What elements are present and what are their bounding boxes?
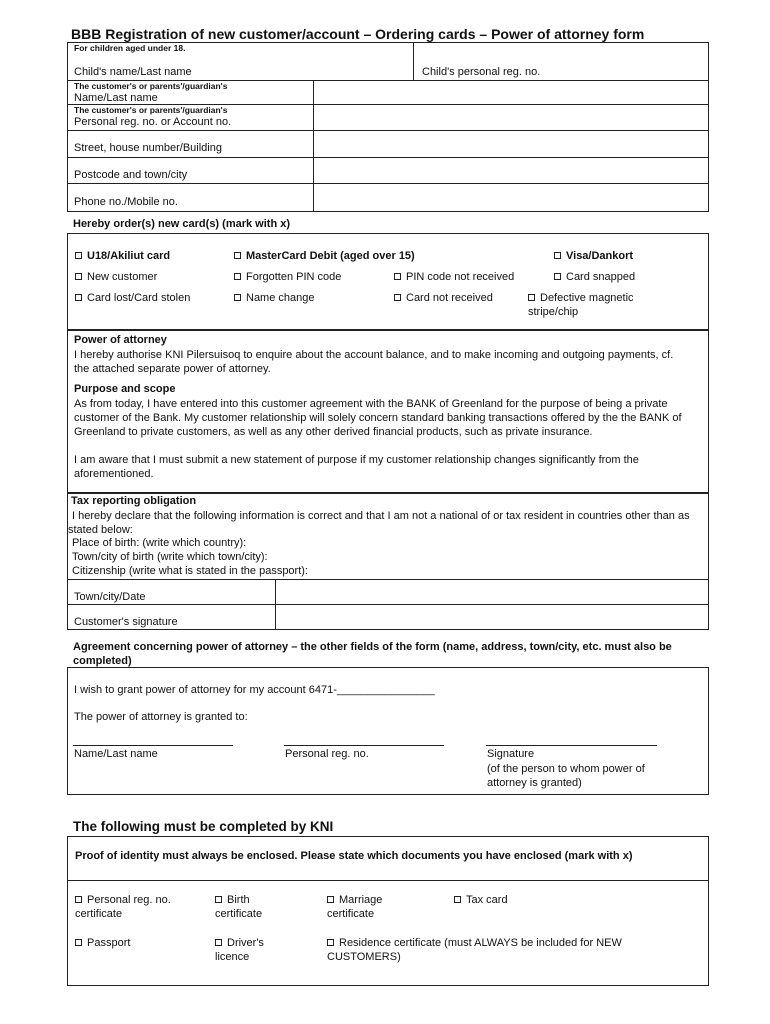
personal-reg-cert-checkbox[interactable]: Personal reg. no. certificate <box>75 894 171 920</box>
sig-name-label: Name/Last name <box>74 748 158 760</box>
checkbox-icon <box>234 273 241 280</box>
postcode-field[interactable]: Postcode and town/city <box>74 169 188 181</box>
defective-stripe-checkbox[interactable]: Defective magnetic stripe/chip <box>528 292 634 318</box>
sig-signature-note: (of the person to whom power of attorney is granted) <box>487 763 645 789</box>
checkbox-icon <box>327 896 334 903</box>
reg-or-account-field[interactable]: Personal reg. no. or Account no. <box>74 116 232 128</box>
checkbox-icon <box>327 939 334 946</box>
forgotten-pin-checkbox[interactable]: Forgotten PIN code <box>234 270 341 284</box>
birth-town-field[interactable]: Town/city of birth (write which town/city): <box>72 551 268 563</box>
new-customer-checkbox[interactable]: New customer <box>75 270 157 284</box>
birth-cert-checkbox[interactable]: Birth certificate <box>215 894 263 920</box>
checkbox-icon <box>75 294 82 301</box>
card-not-received-checkbox[interactable]: Card not received <box>394 291 493 305</box>
passport-checkbox[interactable]: Passport <box>75 936 130 950</box>
tax-text: I hereby declare that the following information is correct and that I am not a national of or tax resident in countries other than as stated below: <box>68 510 690 536</box>
marriage-cert-checkbox[interactable]: Marriage certificate <box>327 894 383 920</box>
account-number-field[interactable]: I wish to grant power of attorney for my account 6471-________________ <box>74 684 435 696</box>
order-heading: Hereby order(s) new card(s) (mark with x) <box>73 218 291 230</box>
agreement-heading: Agreement concerning power of attorney – the other fields of the form (name, address, town/city, etc. must also be completed) <box>73 641 672 667</box>
proof-heading: Proof of identity must always be enclosed. Please state which documents you have enclosed (mark with x) <box>75 850 633 862</box>
child-reg-field[interactable]: Child's personal reg. no. <box>422 66 541 78</box>
street-field[interactable]: Street, house number/Building <box>74 142 222 154</box>
name-field[interactable]: Name/Last name <box>74 92 158 104</box>
reg-signature-line[interactable] <box>284 745 444 746</box>
u18-card-checkbox[interactable]: U18/Akiliut card <box>75 249 170 263</box>
card-snapped-checkbox[interactable]: Card snapped <box>554 270 635 284</box>
checkbox-icon <box>215 896 222 903</box>
mastercard-checkbox[interactable]: MasterCard Debit (aged over 15) <box>234 249 415 263</box>
checkbox-icon <box>75 273 82 280</box>
checkbox-icon <box>234 294 241 301</box>
checkbox-icon <box>454 896 461 903</box>
pin-not-received-checkbox[interactable]: PIN code not received <box>394 270 514 284</box>
kni-heading: The following must be completed by KNI <box>73 819 334 834</box>
guardian-note-2: The customer's or parents'/guardian's <box>74 105 228 115</box>
granted-to-label: The power of attorney is granted to: <box>74 711 248 723</box>
guardian-note: The customer's or parents'/guardian's <box>74 81 228 91</box>
checkbox-icon <box>554 273 561 280</box>
name-signature-line[interactable] <box>73 745 233 746</box>
town-date-field[interactable]: Town/city/Date <box>74 591 146 603</box>
card-lost-checkbox[interactable]: Card lost/Card stolen <box>75 291 190 305</box>
child-name-field[interactable]: Child's name/Last name <box>74 66 192 78</box>
citizenship-field[interactable]: Citizenship (write what is stated in the passport): <box>72 565 308 577</box>
residence-cert-checkbox[interactable]: Residence certificate (must ALWAYS be included for NEW CUSTOMERS) <box>327 937 622 963</box>
children-note: For children aged under 18. <box>74 43 186 53</box>
page-title: BBB Registration of new customer/account – Ordering cards – Power of attorney form <box>71 26 645 42</box>
customer-signature-field[interactable]: Customer's signature <box>74 616 178 628</box>
phone-field[interactable]: Phone no./Mobile no. <box>74 196 178 208</box>
sig-reg-label: Personal reg. no. <box>285 748 369 760</box>
checkbox-icon <box>234 252 241 259</box>
poa-heading: Power of attorney <box>74 334 167 346</box>
purpose-text: As from today, I have entered into this customer agreement with the BANK of Greenland for the purpose of being a private customer of the Bank. My customer relationship will solely concern standard banking transactions offered by the the BANK of Greenland to private customers, as well as any other derived financial products, such as private insurance. <box>74 398 682 438</box>
purpose-text-2: I am aware that I must submit a new statement of purpose if my customer relationship changes significantly from the aforementioned. <box>74 454 639 480</box>
checkbox-icon <box>75 939 82 946</box>
drivers-licence-checkbox[interactable]: Driver's licence <box>215 937 264 963</box>
checkbox-icon <box>554 252 561 259</box>
signature-line[interactable] <box>486 745 657 746</box>
checkbox-icon <box>394 273 401 280</box>
poa-text: I hereby authorise KNI Pilersuisoq to enquire about the account balance, and to make incoming and outgoing payments, cf. the attached separate power of attorney. <box>74 349 674 375</box>
tax-card-checkbox[interactable]: Tax card <box>454 893 508 907</box>
birth-place-field[interactable]: Place of birth: (write which country): <box>72 537 247 549</box>
purpose-heading: Purpose and scope <box>74 383 176 395</box>
name-change-checkbox[interactable]: Name change <box>234 291 315 305</box>
checkbox-icon <box>75 896 82 903</box>
sig-signature-label: Signature <box>487 748 535 760</box>
checkbox-icon <box>394 294 401 301</box>
visa-dankort-checkbox[interactable]: Visa/Dankort <box>554 249 633 263</box>
checkbox-icon <box>528 294 535 301</box>
checkbox-icon <box>75 252 82 259</box>
checkbox-icon <box>215 939 222 946</box>
tax-heading: Tax reporting obligation <box>71 495 197 507</box>
